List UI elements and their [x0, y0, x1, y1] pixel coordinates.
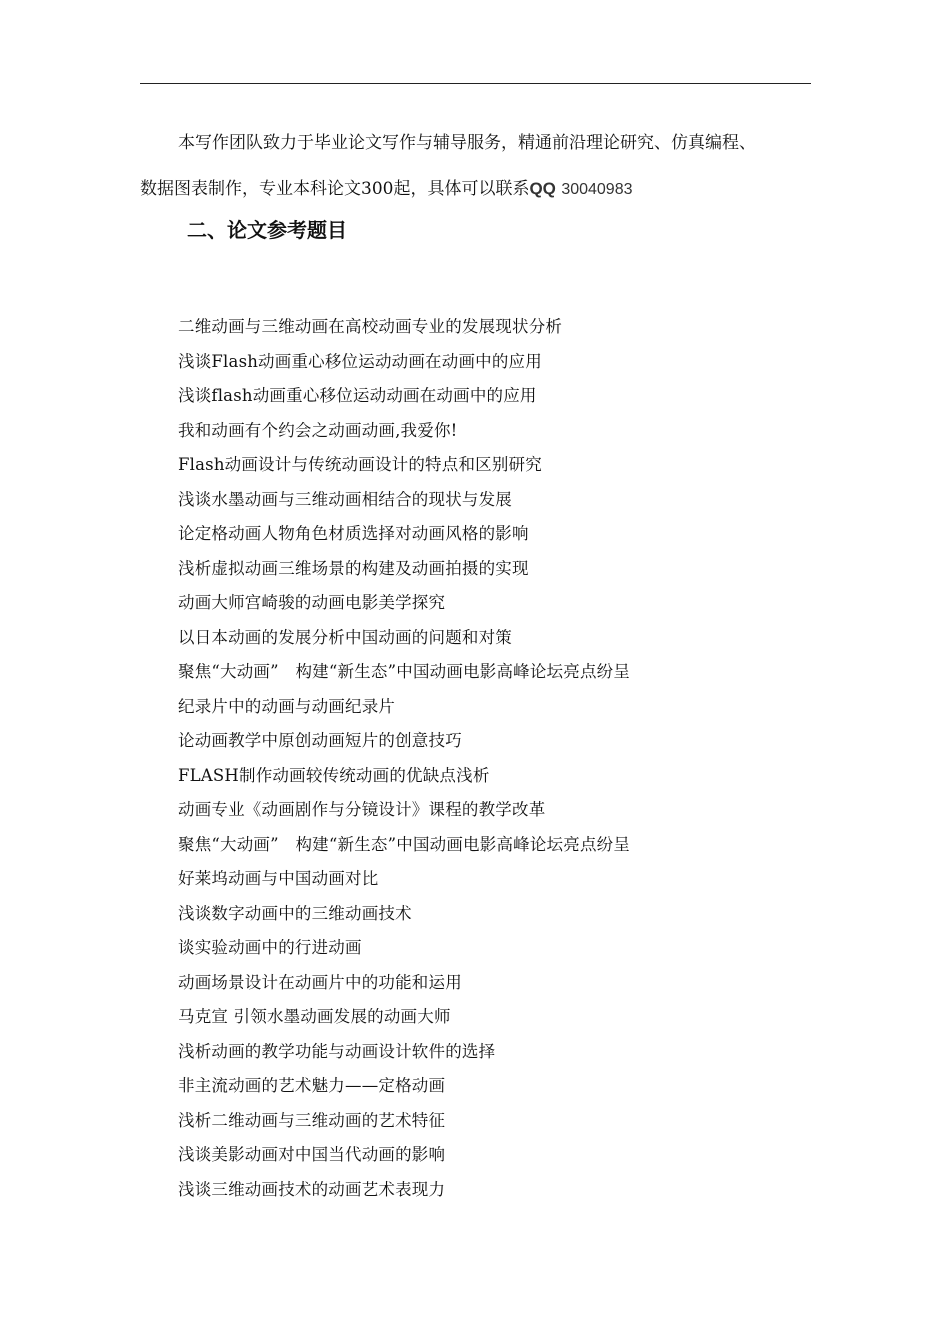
topic-item: 浅谈水墨动画与三维动画相结合的现状与发展	[178, 489, 512, 509]
topic-item: 动画大师宫崎骏的动画电影美学探究	[178, 593, 446, 612]
topic-item: Flash动画设计与传统动画设计的特点和区别研究	[178, 455, 542, 474]
topic-item: FLASH制作动画较传统动画的优缺点浅析	[178, 765, 490, 785]
topic-item: 马克宣 引领水墨动画发展的动画大师	[178, 1007, 451, 1026]
topic-item: 动画场景设计在动画片中的功能和运用	[178, 972, 462, 992]
topic-item: 聚焦“大动画” 构建“新生态”中国动画电影高峰论坛亮点纷呈	[178, 834, 631, 854]
topic-item: 浅谈flash动画重心移位运动动画在动画中的应用	[178, 386, 537, 405]
topic-item: 纪录片中的动画与动画纪录片	[178, 696, 396, 716]
section-heading: 二、论文参考题目	[187, 218, 347, 242]
topic-item: 浅析虚拟动画三维场景的构建及动画拍摄的实现	[178, 558, 529, 578]
header-rule	[140, 83, 811, 84]
topic-item: 二维动画与三维动画在高校动画专业的发展现状分析	[178, 317, 563, 336]
topic-item: 浅谈三维动画技术的动画艺术表现力	[178, 1179, 446, 1199]
topic-item: 动画专业《动画剧作与分镜设计》课程的教学改革	[178, 800, 546, 819]
intro-line-2: 数据图表制作，专业本科论文300起，具体可以联系	[140, 179, 530, 199]
topic-item: 浅谈美影动画对中国当代动画的影响	[178, 1145, 446, 1164]
topic-item: 以日本动画的发展分析中国动画的问题和对策	[178, 627, 512, 647]
topic-item: 谈实验动画中的行进动画	[178, 938, 362, 957]
qq-number: 30040983	[561, 181, 633, 198]
intro-paragraph	[140, 120, 820, 213]
topic-item: 聚焦“大动画” 构建“新生态”中国动画电影高峰论坛亮点纷呈	[178, 662, 631, 681]
intro-line-1: 本写作团队致力于毕业论文写作与辅导服务，精通前沿理论研究、仿真编程、	[178, 133, 756, 153]
qq-label: QQ	[529, 179, 556, 198]
topic-item: 浅谈Flash动画重心移位运动动画在动画中的应用	[178, 351, 542, 371]
topic-item: 论动画教学中原创动画短片的创意技巧	[178, 731, 462, 750]
topic-item: 论定格动画人物角色材质选择对动画风格的影响	[178, 524, 529, 543]
topic-item: 浅析动画的教学功能与动画设计软件的选择	[178, 1041, 496, 1061]
topic-list	[178, 310, 818, 1207]
topic-item: 我和动画有个约会之动画动画,我爱你!	[178, 420, 458, 440]
topic-item: 非主流动画的艺术魅力——定格动画	[178, 1076, 446, 1095]
topic-item: 浅谈数字动画中的三维动画技术	[178, 903, 412, 923]
topic-item: 浅析二维动画与三维动画的艺术特征	[178, 1110, 446, 1130]
topic-item: 好莱坞动画与中国动画对比	[178, 869, 379, 888]
